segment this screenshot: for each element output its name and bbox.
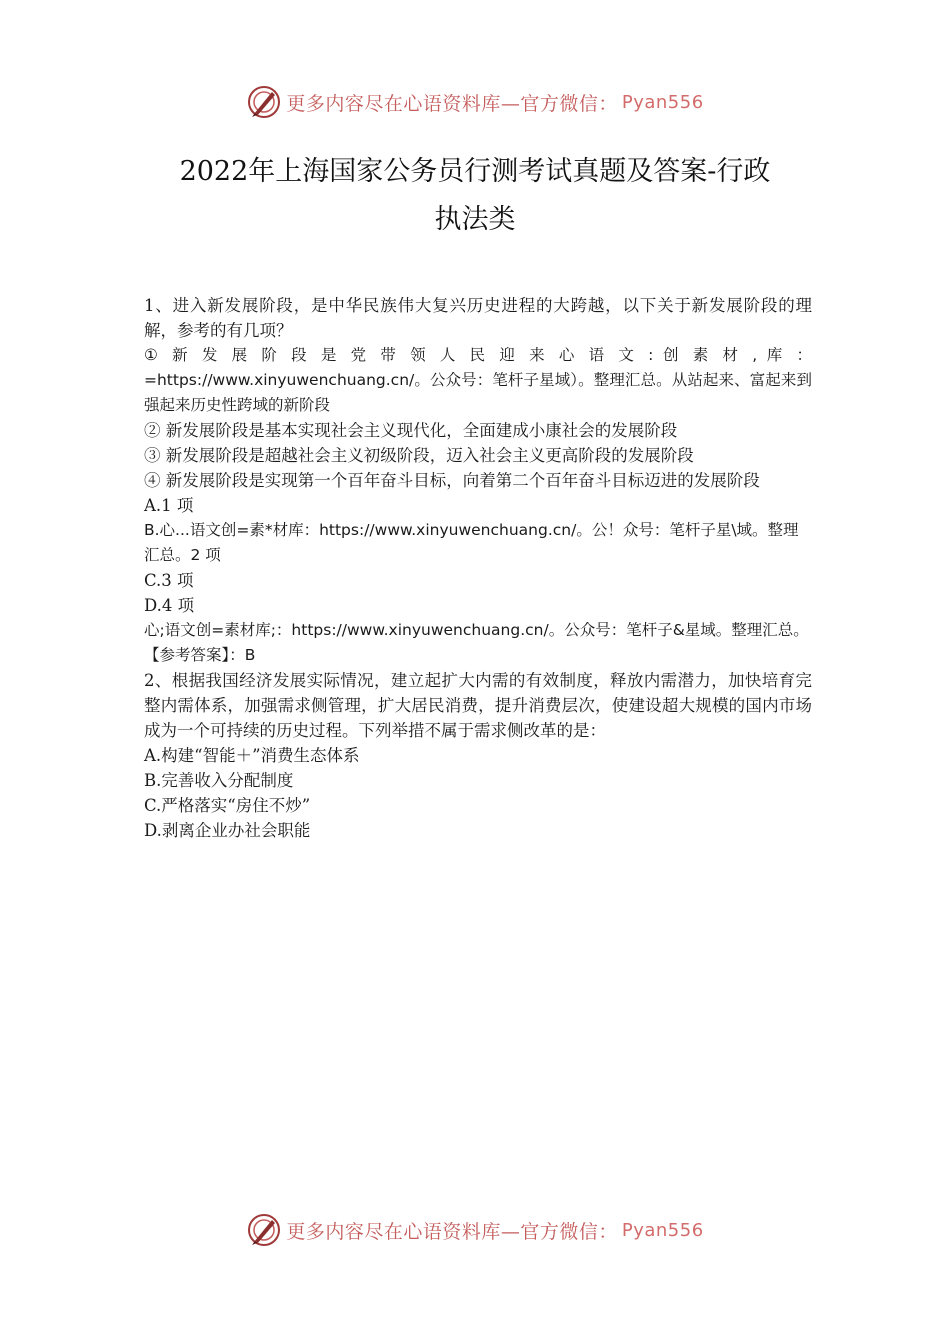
q1-option-b: B.心...语文创=素*材库：https://www.xinyuwenchuang.cn/。公！众号：笔杆子星\域。整理汇总。2 项 xyxy=(144,521,799,564)
banner-text: 更多内容尽在心语资料库—官方微信： xyxy=(286,1220,618,1243)
q1-option-c: C.3 项 xyxy=(144,571,194,590)
header-banner xyxy=(0,82,950,122)
footer-banner xyxy=(0,1210,950,1250)
q1-item-4: ④ 新发展阶段是实现第一个百年奋斗目标，向着第二个百年奋斗目标迈进的发展阶段 xyxy=(144,471,760,490)
pen-logo-icon xyxy=(246,84,282,120)
title-line-1: 2022年上海国家公务员行测考试真题及答案-行政 xyxy=(179,156,771,187)
q1-item-3: ③ 新发展阶段是超越社会主义初级阶段，迈入社会主义更高阶段的发展阶段 xyxy=(144,446,694,465)
q1-stem: 1、进入新发展阶段，是中华民族伟大复兴历史进程的大跨越，以下关于新发展阶段的理解，参考的有几项？ xyxy=(144,296,812,340)
q1-item-2: ② 新发展阶段是基本实现社会主义现代化，全面建成小康社会的发展阶段 xyxy=(144,421,678,440)
document-body xyxy=(144,293,812,843)
title-line-2: 执法类 xyxy=(434,204,516,235)
q2-option-b: B.完善收入分配制度 xyxy=(144,771,294,790)
pen-logo-icon xyxy=(246,1212,282,1248)
q1-option-d: D.4 项 xyxy=(144,596,195,615)
wechat-id: Pyan556 xyxy=(621,1219,704,1241)
q1-answer: 心;语文创=素材库;：https://www.xinyuwenchuang.cn/。公众号：笔杆子&星域。整理汇总。【参考答案】：B xyxy=(144,621,809,664)
q2-option-c: C.严格落实“房住不炒” xyxy=(144,796,311,815)
q1-option-a: A.1 项 xyxy=(144,496,194,515)
banner-text: 更多内容尽在心语资料库—官方微信： xyxy=(286,92,618,115)
q2-stem: 2、根据我国经济发展实际情况，建立起扩大内需的有效制度，释放内需潜力，加快培育完整内需体系，加强需求侧管理，扩大居民消费，提升消费层次，使建设超大规模的国内市场成为一个可持续的历史过程。下列举措不属于需求侧改革的是： xyxy=(144,671,812,740)
wechat-id: Pyan556 xyxy=(621,91,704,113)
q2-option-d: D.剥离企业办社会职能 xyxy=(144,821,311,840)
page-title xyxy=(100,148,850,244)
q1-item-1: ① 新 发 展 阶 段 是 党 带 领 人 民 迎 来 心 语 文 : 创 素 材 , 库 ： =https://www.xinyuwenchuang.cn/。公众号：笔杆子星域）。整理汇总。从站起来、富起来到强起来历史性跨域的新阶段 xyxy=(144,346,812,414)
q2-option-a: A.构建“智能＋”消费生态体系 xyxy=(144,746,360,765)
